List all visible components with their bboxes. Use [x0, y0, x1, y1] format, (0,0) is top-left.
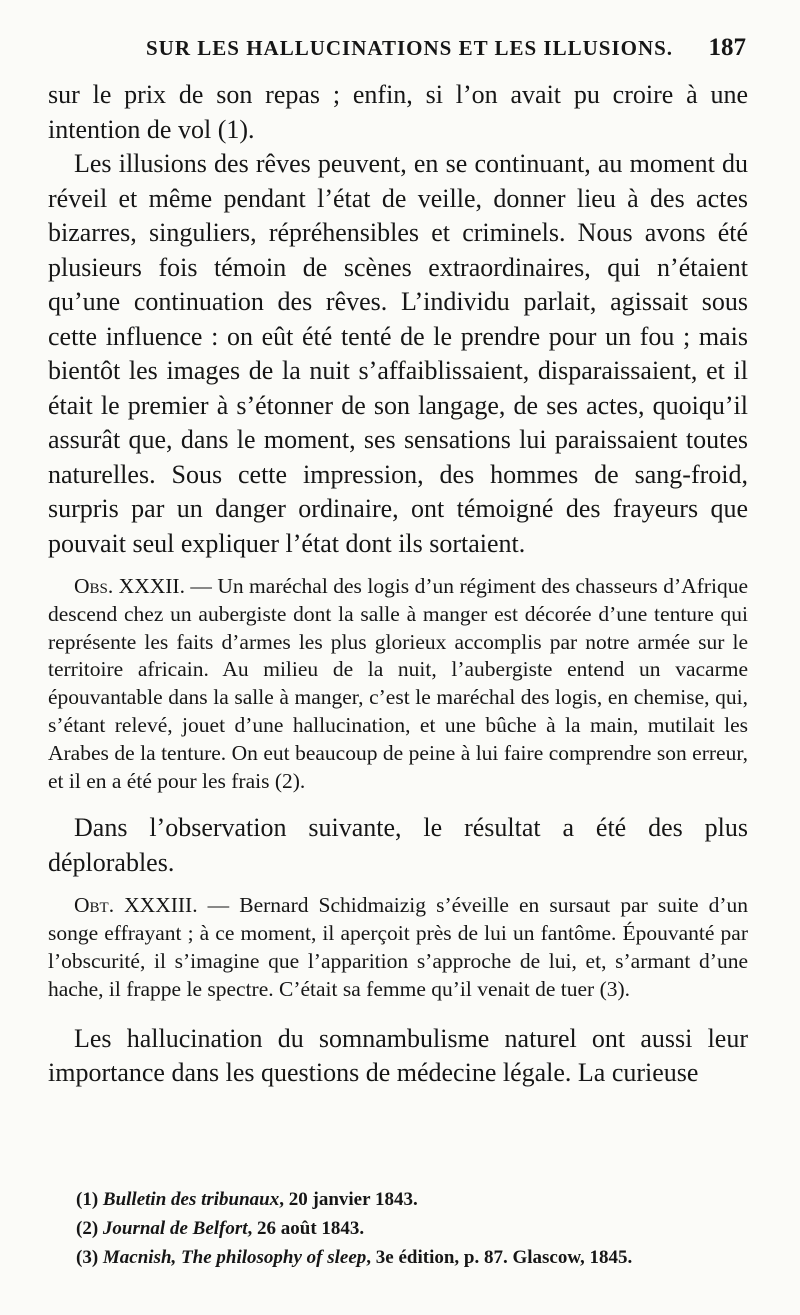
footnote — [76, 1185, 748, 1214]
footnote-detail: , 26 août 1843. — [247, 1218, 365, 1239]
observation-33 — [48, 892, 748, 1003]
observation-32-label: Obs. XXXII. — [74, 574, 185, 598]
footnotes — [76, 1185, 748, 1272]
footnote-detail: , 3e édition, p. 87. Glascow, 1845. — [366, 1247, 633, 1268]
footnote-title: Bulletin des tribunaux — [102, 1189, 280, 1210]
paragraph-somnambulism: Les hallucination du somnambulisme naturel ont aussi leur importance dans les questions de médecine légale. La curieuse — [48, 1023, 748, 1088]
observation-33-label: Obt. XXXIII. — [74, 893, 198, 918]
footnote — [76, 1214, 748, 1243]
observation-32-text: — Un maréchal des logis d’un régiment des chasseurs d’Afrique descend chez un aubergiste dont la salle à manger est décorée d’une tenture qui représente les faits d’armes les plus glorieux accomplis par notre armée sur le territoire africain. Au milieu de la nuit, l’aubergiste entend un vacarme épouvantable dans la salle à manger, c’est le maréchal des logis, en chemise, qui, s’étant relevé, jouet d’une hallucination, et une bûche à la main, mutilait les Arabes de la tenture. On eut beaucoup de peine à lui faire comprendre son erreur, et il en a été pour les frais (2). — [48, 574, 748, 793]
page-number: 187 — [708, 34, 746, 61]
paragraph-next-observation: Dans l’observation suivante, le résultat a été des plus déplorables. — [48, 813, 748, 877]
footnote — [76, 1243, 748, 1272]
footnote-number: (2) — [76, 1218, 99, 1239]
paragraph-continuation: sur le prix de son repas ; enfin, si l’on avait pu croire à une intention de vol (1). — [48, 80, 748, 144]
footnote-detail: , 20 janvier 1843. — [279, 1189, 418, 1210]
footnote-number: (1) — [76, 1189, 99, 1210]
observation-32 — [48, 573, 748, 795]
observation-33-text: — Bernard Schidmaizig s’éveille en sursaut par suite d’un songe effrayant ; à ce moment, il aperçoit près de lui un fantôme. Épouvanté par l’obscurité, il s’imagine que l’apparition s’approche de lui, et, s’armant d’une hache, il frappe le spectre. C’était sa femme qu’il venait de tuer (3). — [48, 893, 748, 1001]
paragraph-dream-illusions: Les illusions des rêves peuvent, en se continuant, au moment du réveil et même pendant l’état de veille, donner lieu à des actes bizarres, singuliers, répréhensibles et criminels. Nous avons été plusieurs fois témoin de scènes extraordinaires, qui n’étaient qu’une continuation des rêves. L’individu parlait, agissait sous cette influence : on eût été tenté de le prendre pour un fou ; mais bientôt les images de la nuit s’affaiblissaient, disparaissaient, et il était le premier à s’étonner de son langage, de ses actes, quoiqu’il assurât que, dans le moment, ses sensations lui paraissaient toutes naturelles. Sous cette impression, des hommes de sang-froid, surpris par un danger ordinaire, ont témoigné des frayeurs que pouvait seul expliquer l’état dont ils sortaient. — [48, 149, 748, 558]
footnote-number: (3) — [76, 1247, 99, 1268]
running-title: SUR LES HALLUCINATIONS ET LES ILLUSIONS. — [146, 36, 674, 60]
footnote-title: Journal de Belfort — [102, 1218, 248, 1239]
footnote-title: Macnish, The philosophy of sleep — [102, 1247, 367, 1268]
running-header — [48, 34, 748, 78]
